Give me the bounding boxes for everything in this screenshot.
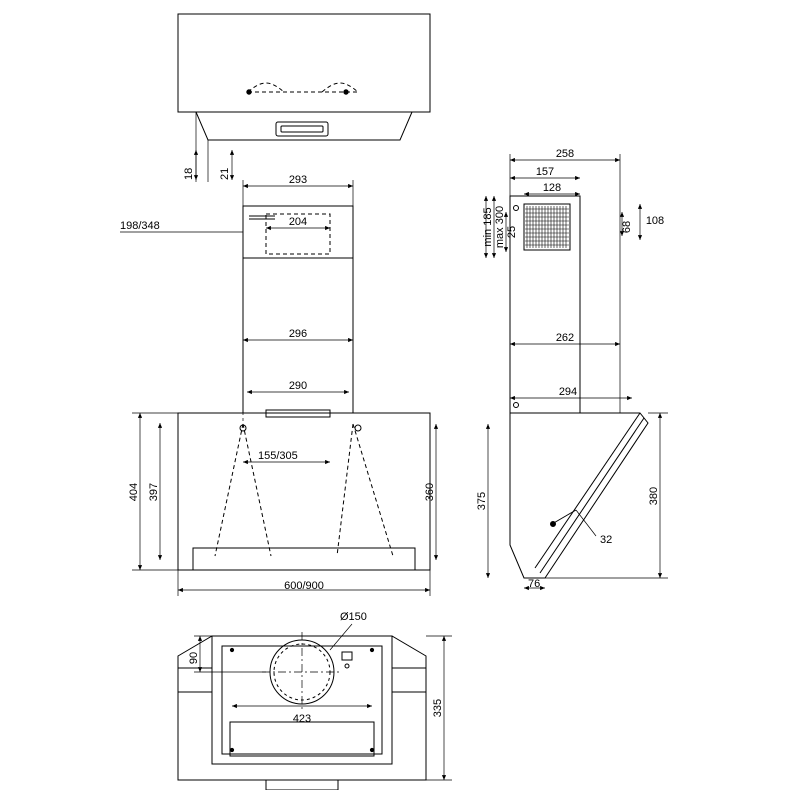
front-dashed-right2 [337,424,353,556]
bottom-screw-4 [370,648,373,651]
bottom-front-bar [266,780,338,790]
front-body [178,413,430,570]
dim-bottom-423: 423 [292,713,312,725]
side-screw-bottom [514,403,519,408]
dim-side-258: 258 [555,148,575,160]
front-mount-right [355,425,361,431]
dim-front-600-900: 600/900 [284,580,324,592]
bottom-right-wing [392,668,426,692]
side-screw-top [514,206,519,211]
side-view [510,196,648,578]
front-dashed-right [353,424,393,556]
top-view-body [178,14,430,112]
dim-side-76: 76 [528,578,541,590]
dim-front-404: 404 [128,482,140,502]
dim-front-290: 290 [288,380,308,392]
top-view-point-right [344,90,348,94]
top-view-handle [276,122,328,136]
dim-side-294: 294 [558,386,578,398]
bottom-filter [230,722,374,756]
bottom-view [178,632,426,790]
side-canopy [510,413,648,578]
dim-front-204: 204 [288,216,308,228]
dim-front-360: 360 [424,482,436,502]
top-view-point-left [247,90,251,94]
dim-bottom-90: 90 [188,651,200,665]
dim-side-min-185: min 185 [482,207,494,247]
front-dashed-left2 [243,424,271,556]
bottom-small-dot [345,664,349,668]
dim-bottom-335: 335 [432,698,444,718]
side-view-dimensions [486,154,668,588]
bottom-small-box [342,652,352,660]
dim-front-155-305: 155/305 [258,450,298,462]
dim-side-32: 32 [600,534,613,546]
dim-side-262: 262 [555,332,575,344]
bottom-left-wing [178,668,212,692]
top-view-dashed-arc-left [248,83,284,92]
bottom-screw-1 [230,748,233,751]
dim-bottom-diameter-150: Ø150 [340,611,367,623]
side-glass-point [551,522,556,527]
bottom-screw-2 [370,748,373,751]
dim-side-157: 157 [535,166,555,178]
front-dashed-left [215,424,243,556]
top-view [178,14,430,140]
dim-side-375: 375 [476,491,488,511]
side-glass-tick [552,510,576,524]
dim-front-198-348: 198/348 [120,220,160,232]
dim-side-108: 108 [645,215,665,227]
top-view-dashed-arc-right [322,83,358,92]
front-view-dimensions [120,180,436,596]
dim-side-380: 380 [648,486,660,506]
dim-front-293: 293 [288,174,308,186]
side-vent-hatch [525,206,569,248]
dim-side-25: 25 [506,225,518,239]
dim-side-128: 128 [542,182,562,194]
dim-top-18: 18 [183,167,195,180]
dim-side-max-300: max 300 [494,205,506,249]
dim-front-397: 397 [148,482,160,502]
dim-side-68: 68 [621,220,633,234]
side-glass-line [535,413,640,568]
bottom-screw-3 [230,648,233,651]
dim-front-296: 296 [288,328,308,340]
side-glass-line-2 [540,418,644,573]
dim-top-21: 21 [219,167,231,180]
front-body-base [193,548,415,570]
top-view-handle-inner [281,126,323,132]
